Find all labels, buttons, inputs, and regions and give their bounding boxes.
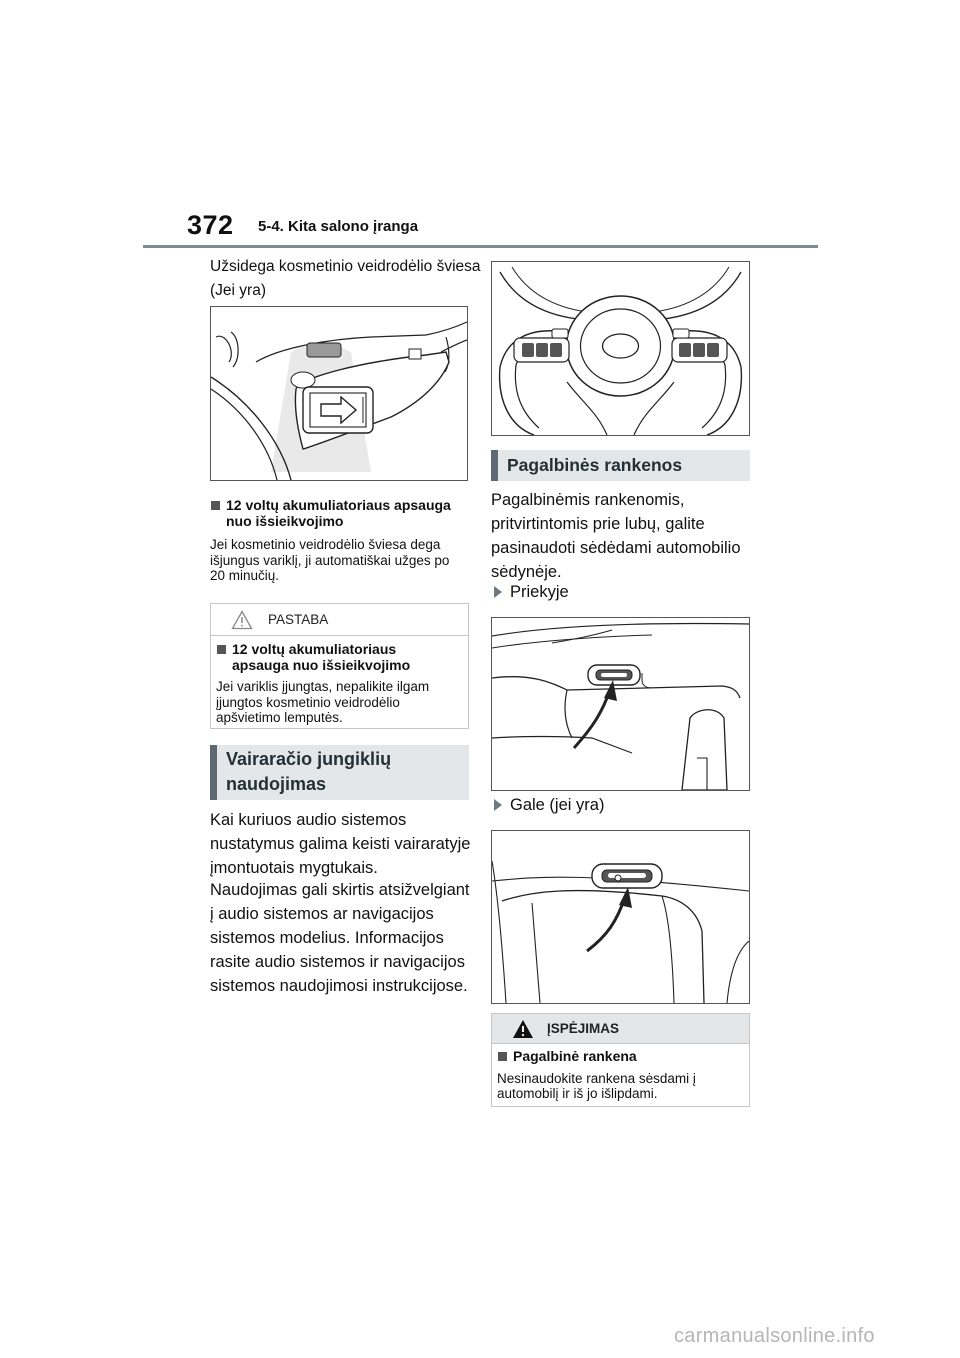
square-bullet-icon	[498, 1052, 507, 1061]
watermark: carmanualsonline.info	[674, 1325, 875, 1347]
square-bullet-icon	[217, 645, 226, 654]
notice-box	[210, 603, 469, 729]
rear-grab-handle-illustration	[492, 831, 749, 1003]
steering-switches-heading: Vairaračio jungiklių naudojimas	[210, 745, 469, 800]
notice-subheading: 12 voltų akumuliatoriaus apsauga nuo išsieikvojimo	[216, 642, 463, 673]
vanity-mirror-figure	[210, 306, 468, 481]
notice-header	[211, 604, 468, 636]
steering-wheel-figure	[491, 261, 750, 436]
warning-text: Nesinaudokite rankena sėsdami į automobilį ir iš jo išlipdami.	[497, 1070, 696, 1101]
front-grab-handle-figure	[491, 617, 750, 791]
bullet-front: Priekyje	[491, 580, 569, 604]
warning-subheading: Pagalbinė rankena	[497, 1049, 744, 1065]
grab-handles-text: Pagalbinėmis rankenomis, pritvirtintomis prie lubų, galite pasinaudoti sėdėdami automobilio sėdynėje.	[491, 491, 741, 581]
caution-triangle-icon	[231, 610, 253, 630]
rear-grab-handle-figure	[491, 830, 750, 1004]
grab-handles-heading: Pagalbinės rankenos	[491, 450, 750, 481]
section-title: 5-4. Kita salono įranga	[258, 218, 419, 235]
warning-title: ĮSPĖJIMAS	[547, 1021, 620, 1036]
intro-text: Užsidega kosmetinio veidrodėlio šviesa (Jei yra)	[210, 258, 481, 299]
triangle-bullet-icon	[494, 586, 502, 598]
steering-wheel-illustration	[492, 262, 749, 435]
notice-title: PASTABA	[268, 612, 329, 627]
triangle-bullet-icon	[494, 799, 502, 811]
battery-text: Jei kosmetinio veidrodėlio šviesa dega išjungus variklį, ji automatiškai užges po 20 minučių.	[210, 537, 450, 583]
notice-text: Jei variklis įjungtas, nepalikite ilgam įjungtos kosmetinio veidrodėlio apšvietimo lemputės.	[216, 679, 430, 725]
page-number: 372	[187, 210, 234, 240]
square-bullet-icon	[211, 501, 220, 510]
warning-header	[492, 1014, 749, 1044]
bullet-rear: Gale (jei yra)	[491, 793, 604, 817]
front-grab-handle-illustration	[492, 618, 749, 790]
warning-triangle-icon	[512, 1019, 534, 1039]
warning-box	[491, 1013, 750, 1107]
battery-subheading: 12 voltų akumuliatoriaus apsauga nuo išsieikvojimo	[210, 498, 470, 529]
steering-paragraph-2: Naudojimas gali skirtis atsižvelgiant į audio sistemos ar navigacijos sistemos modelius. Informacijos rasite audio sistemos ir navigacijos sistemos naudojimosi instrukcijose.	[210, 881, 470, 995]
vanity-mirror-illustration	[211, 307, 467, 480]
steering-paragraph-1: Kai kuriuos audio sistemos nustatymus galima keisti vairaratyje įmontuotais mygtukais.	[210, 811, 471, 877]
header-rule	[143, 245, 818, 248]
